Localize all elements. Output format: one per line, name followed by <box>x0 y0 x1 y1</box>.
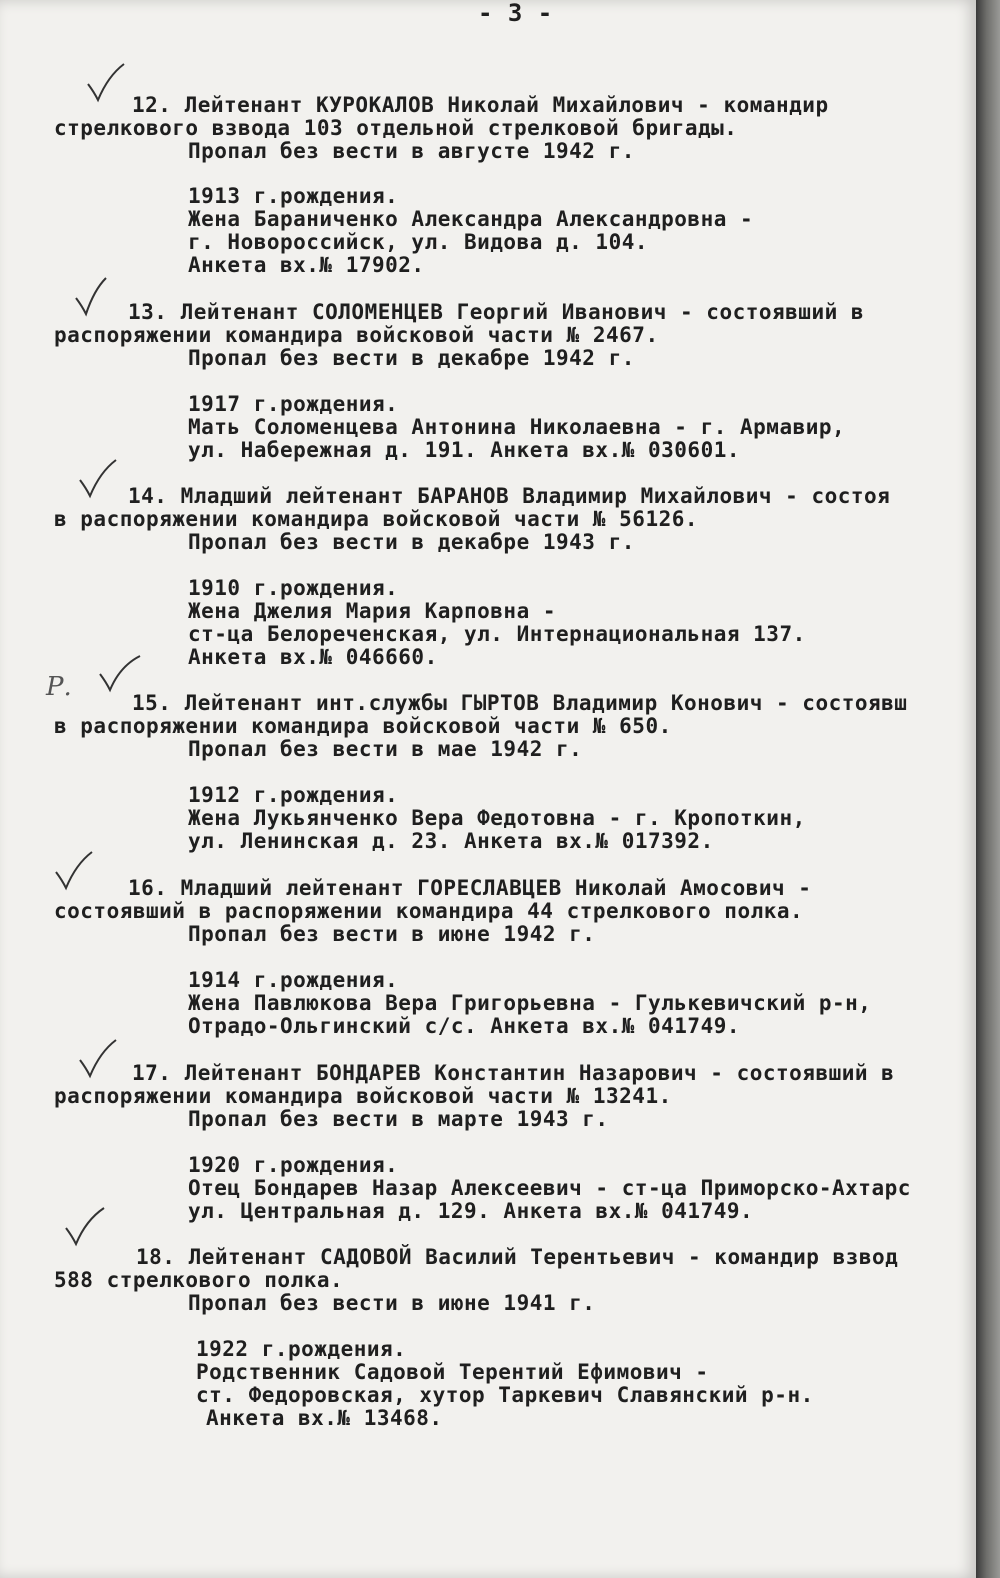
entry-18-unit: 588 стрелкового полка. <box>54 1268 344 1292</box>
entry-16-address: Отрадо-Ольгинский с/с. Анкета вх.№ 041749. <box>188 1014 741 1038</box>
entry-14-relative: Жена Джелия Мария Карповна - <box>188 599 557 623</box>
entry-16-birth: 1914 г.рождения. <box>188 968 399 992</box>
entry-17-address: ул. Центральная д. 129. Анкета вх.№ 041749. <box>188 1199 754 1223</box>
entry-18-address: ст. Федоровская, хутор Таркевич Славянский р-н. <box>196 1383 814 1407</box>
entry-16-header: 16. Младший лейтенант ГОРЕСЛАВЦЕВ Николай Амосович - <box>128 876 812 900</box>
checkmark-icon <box>76 1038 136 1088</box>
page-number: - 3 - <box>478 0 553 27</box>
entry-18-header: 18. Лейтенант САДОВОЙ Василий Терентьевич - командир взвод <box>136 1245 899 1269</box>
entry-17-birth: 1920 г.рождения. <box>188 1153 399 1177</box>
entry-12-unit: стрелкового взвода 103 отдельной стрелковой бригады. <box>54 116 738 140</box>
checkmark-icon <box>52 850 112 900</box>
entry-13-unit: распоряжении командира войсковой части № 2467. <box>54 323 659 347</box>
entry-17-relative: Отец Бондарев Назар Алексеевич - ст-ца Приморско-Ахтарс <box>188 1176 911 1200</box>
entry-14-form: Анкета вх.№ 046660. <box>188 645 438 669</box>
entry-12-header: 12. Лейтенант КУРОКАЛОВ Николай Михайлович - командир <box>132 93 829 117</box>
entry-17-header: 17. Лейтенант БОНДАРЕВ Константин Назарович - состоявший в <box>132 1061 895 1085</box>
entry-18-missing: Пропал без вести в июне 1941 г. <box>188 1291 596 1315</box>
entry-14-missing: Пропал без вести в декабре 1943 г. <box>188 530 635 554</box>
entry-12-address: г. Новороссийск, ул. Видова д. 104. <box>188 230 649 254</box>
entry-14-address: ст-ца Белореченская, ул. Интернациональная 137. <box>188 622 806 646</box>
entry-13-header: 13. Лейтенант СОЛОМЕНЦЕВ Георгий Иванович - состоявший в <box>128 300 865 324</box>
entry-17-missing: Пропал без вести в марте 1943 г. <box>188 1107 609 1131</box>
binding-edge <box>976 0 1000 1578</box>
entry-17-unit: распоряжении командира войсковой части № 13241. <box>54 1084 672 1108</box>
entry-15-header: 15. Лейтенант инт.службы ГЫРТОВ Владимир Конович - состоявш <box>132 691 908 715</box>
entry-12-birth: 1913 г.рождения. <box>188 184 399 208</box>
entry-13-address: ул. Набережная д. 191. Анкета вх.№ 030601. <box>188 438 741 462</box>
entry-18-form: Анкета вх.№ 13468. <box>206 1406 443 1430</box>
checkmark-icon <box>76 458 136 508</box>
entry-12-missing: Пропал без вести в августе 1942 г. <box>188 139 635 163</box>
entry-14-unit: в распоряжении командира войсковой части № 56126. <box>54 507 699 531</box>
entry-16-unit: состоявший в распоряжении командира 44 стрелкового полка. <box>54 899 804 923</box>
entry-16-relative: Жена Павлюкова Вера Григорьевна - Гулькевичский р-н, <box>188 991 872 1015</box>
entry-16-missing: Пропал без вести в июне 1942 г. <box>188 922 596 946</box>
entry-13-relative: Мать Соломенцева Антонина Николаевна - г. Армавир, <box>188 415 846 439</box>
entry-13-birth: 1917 г.рождения. <box>188 392 399 416</box>
entry-15-relative: Жена Лукьянченко Вера Федотовна - г. Кропоткин, <box>188 806 806 830</box>
entry-15-missing: Пропал без вести в мае 1942 г. <box>188 737 583 761</box>
entry-18-relative: Родственник Садовой Терентий Ефимович - <box>196 1360 709 1384</box>
entry-14-header: 14. Младший лейтенант БАРАНОВ Владимир Михайлович - состоя <box>128 484 891 508</box>
entry-12-form: Анкета вх.№ 17902. <box>188 253 425 277</box>
entry-15-unit: в распоряжении командира войсковой части № 650. <box>54 714 672 738</box>
entry-15-birth: 1912 г.рождения. <box>188 783 399 807</box>
entry-14-birth: 1910 г.рождения. <box>188 576 399 600</box>
entry-13-missing: Пропал без вести в декабре 1942 г. <box>188 346 635 370</box>
checkmark-icon <box>62 1206 122 1256</box>
entry-18-birth: 1922 г.рождения. <box>196 1337 407 1361</box>
entry-15-address: ул. Ленинская д. 23. Анкета вх.№ 017392. <box>188 829 714 853</box>
entry-12-relative: Жена Бараниченко Александра Александровна - <box>188 207 754 231</box>
margin-note: Р. <box>46 672 72 702</box>
checkmark-icon <box>72 276 132 326</box>
